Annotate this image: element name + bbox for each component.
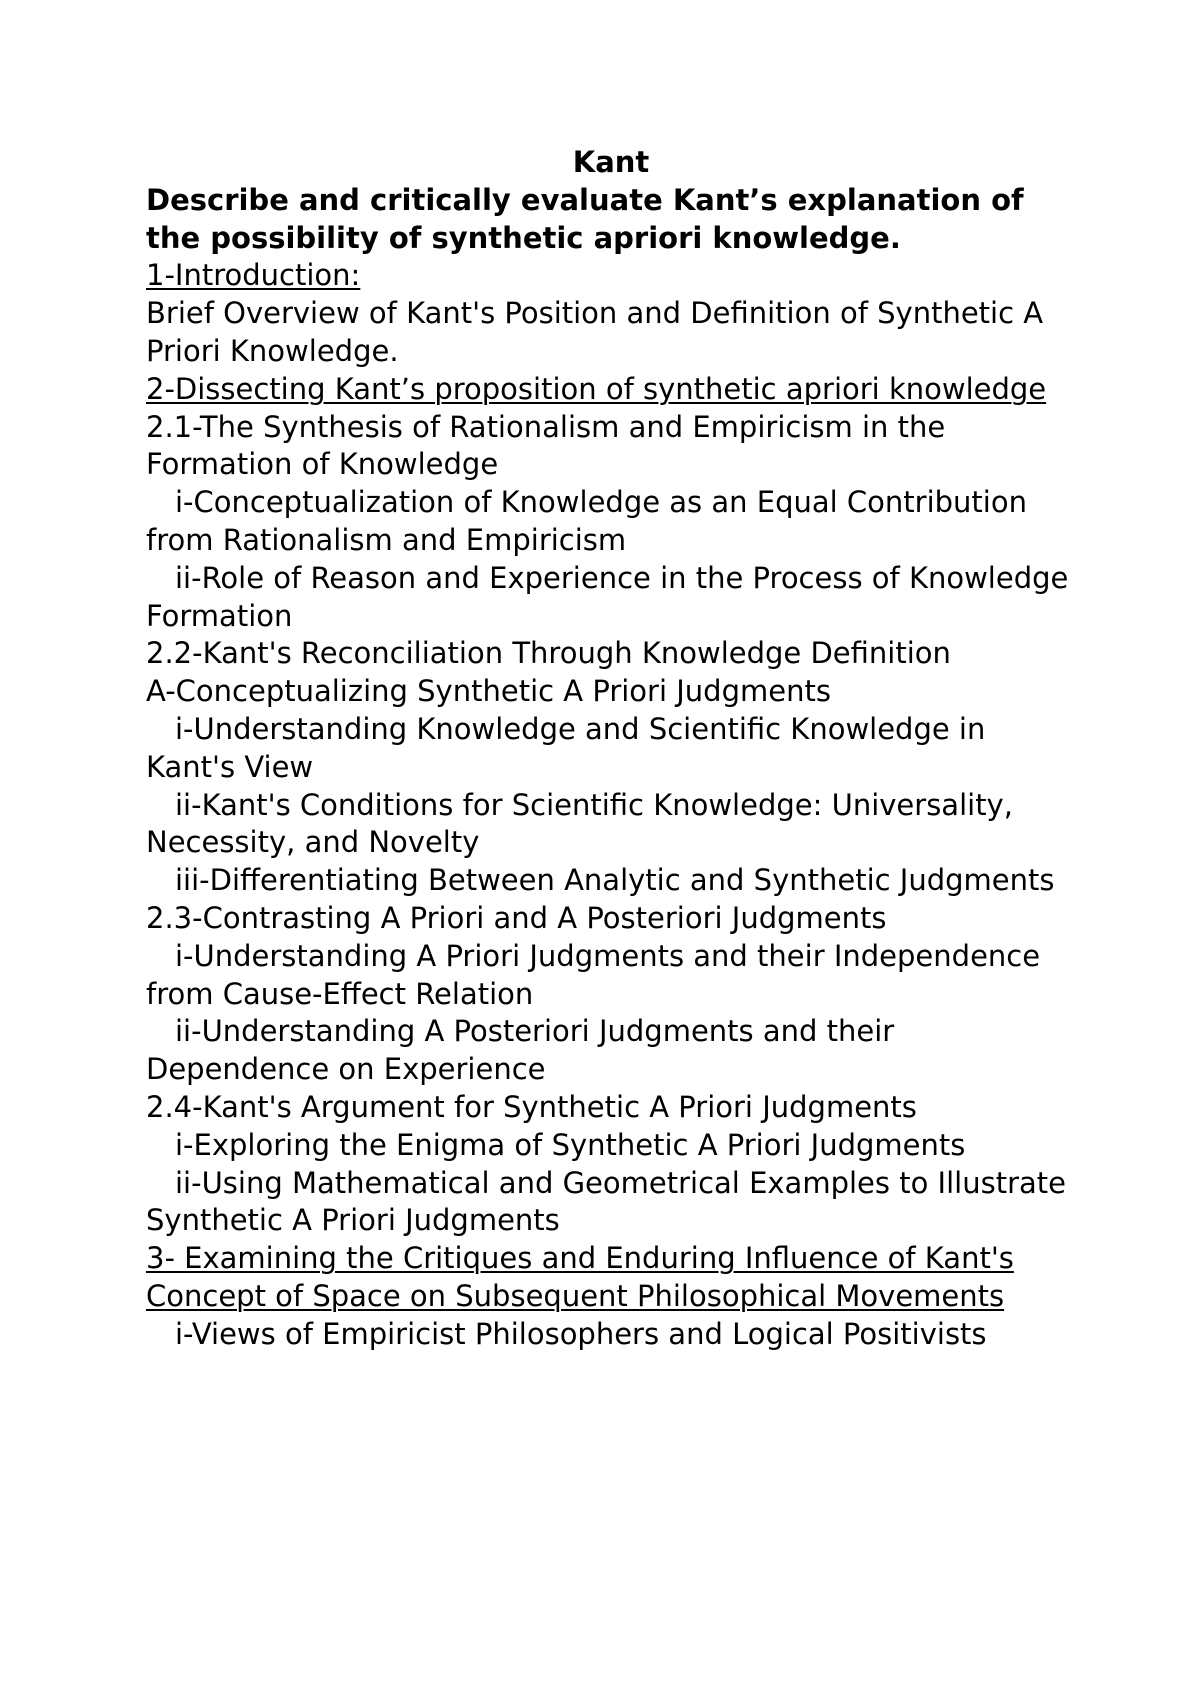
outline-item: i-Understanding A Priori Judgments and their Independence from Cause-Effect Relation [146,938,1041,1011]
outline-item: i-Exploring the Enigma of Synthetic A Priori Judgments [175,1127,966,1162]
outline-item: i-Views of Empiricist Philosophers and Logical Positivists [175,1316,987,1351]
outline-item: i-Conceptualization of Knowledge as an Equal Contribution from Rationalism and Empiricism [146,485,1027,557]
section-heading-critiques: 3- Examining the Critiques and Enduring Influence of Kant's Concept of Space on Subsequent Philosophical Movements [146,1241,1014,1313]
document-title: Kant [572,145,650,179]
essay-question: Describe and critically evaluate Kant’s explanation of the possibility of synthetic apriori knowledge. [146,182,1024,255]
outline-item: ii-Using Mathematical and Geometrical Examples to Illustrate Synthetic A Priori Judgments [146,1165,1066,1238]
outline-line: Brief Overview of Kant's Position and Definition of Synthetic A Priori Knowledge. [146,296,1044,368]
outline-item: i-Understanding Knowledge and Scientific Knowledge in Kant's View [146,711,986,784]
outline-item: ii-Role of Reason and Experience in the Process of Knowledge Formation [146,560,1069,633]
outline-line: A-Conceptualizing Synthetic A Priori Judgments [146,674,831,709]
section-heading-dissecting: 2-Dissecting Kant’s proposition of synthetic apriori knowledge [146,371,1047,406]
outline-item: ii-Kant's Conditions for Scientific Knowledge: Universality, Necessity, and Novelty [146,787,1013,860]
document-body [146,144,1076,1354]
section-heading-introduction: 1-Introduction: [146,258,361,293]
subsection-heading: 2.1-The Synthesis of Rationalism and Empiricism in the Formation of Knowledge [146,409,946,482]
outline-item: iii-Differentiating Between Analytic and Synthetic Judgments [175,863,1055,898]
outline-item: ii-Understanding A Posteriori Judgments and their Dependence on Experience [146,1014,895,1087]
subsection-heading: 2.2-Kant's Reconciliation Through Knowledge Definition [146,636,951,671]
subsection-heading: 2.4-Kant's Argument for Synthetic A Priori Judgments [146,1089,917,1124]
subsection-heading: 2.3-Contrasting A Priori and A Posteriori Judgments [146,900,887,935]
